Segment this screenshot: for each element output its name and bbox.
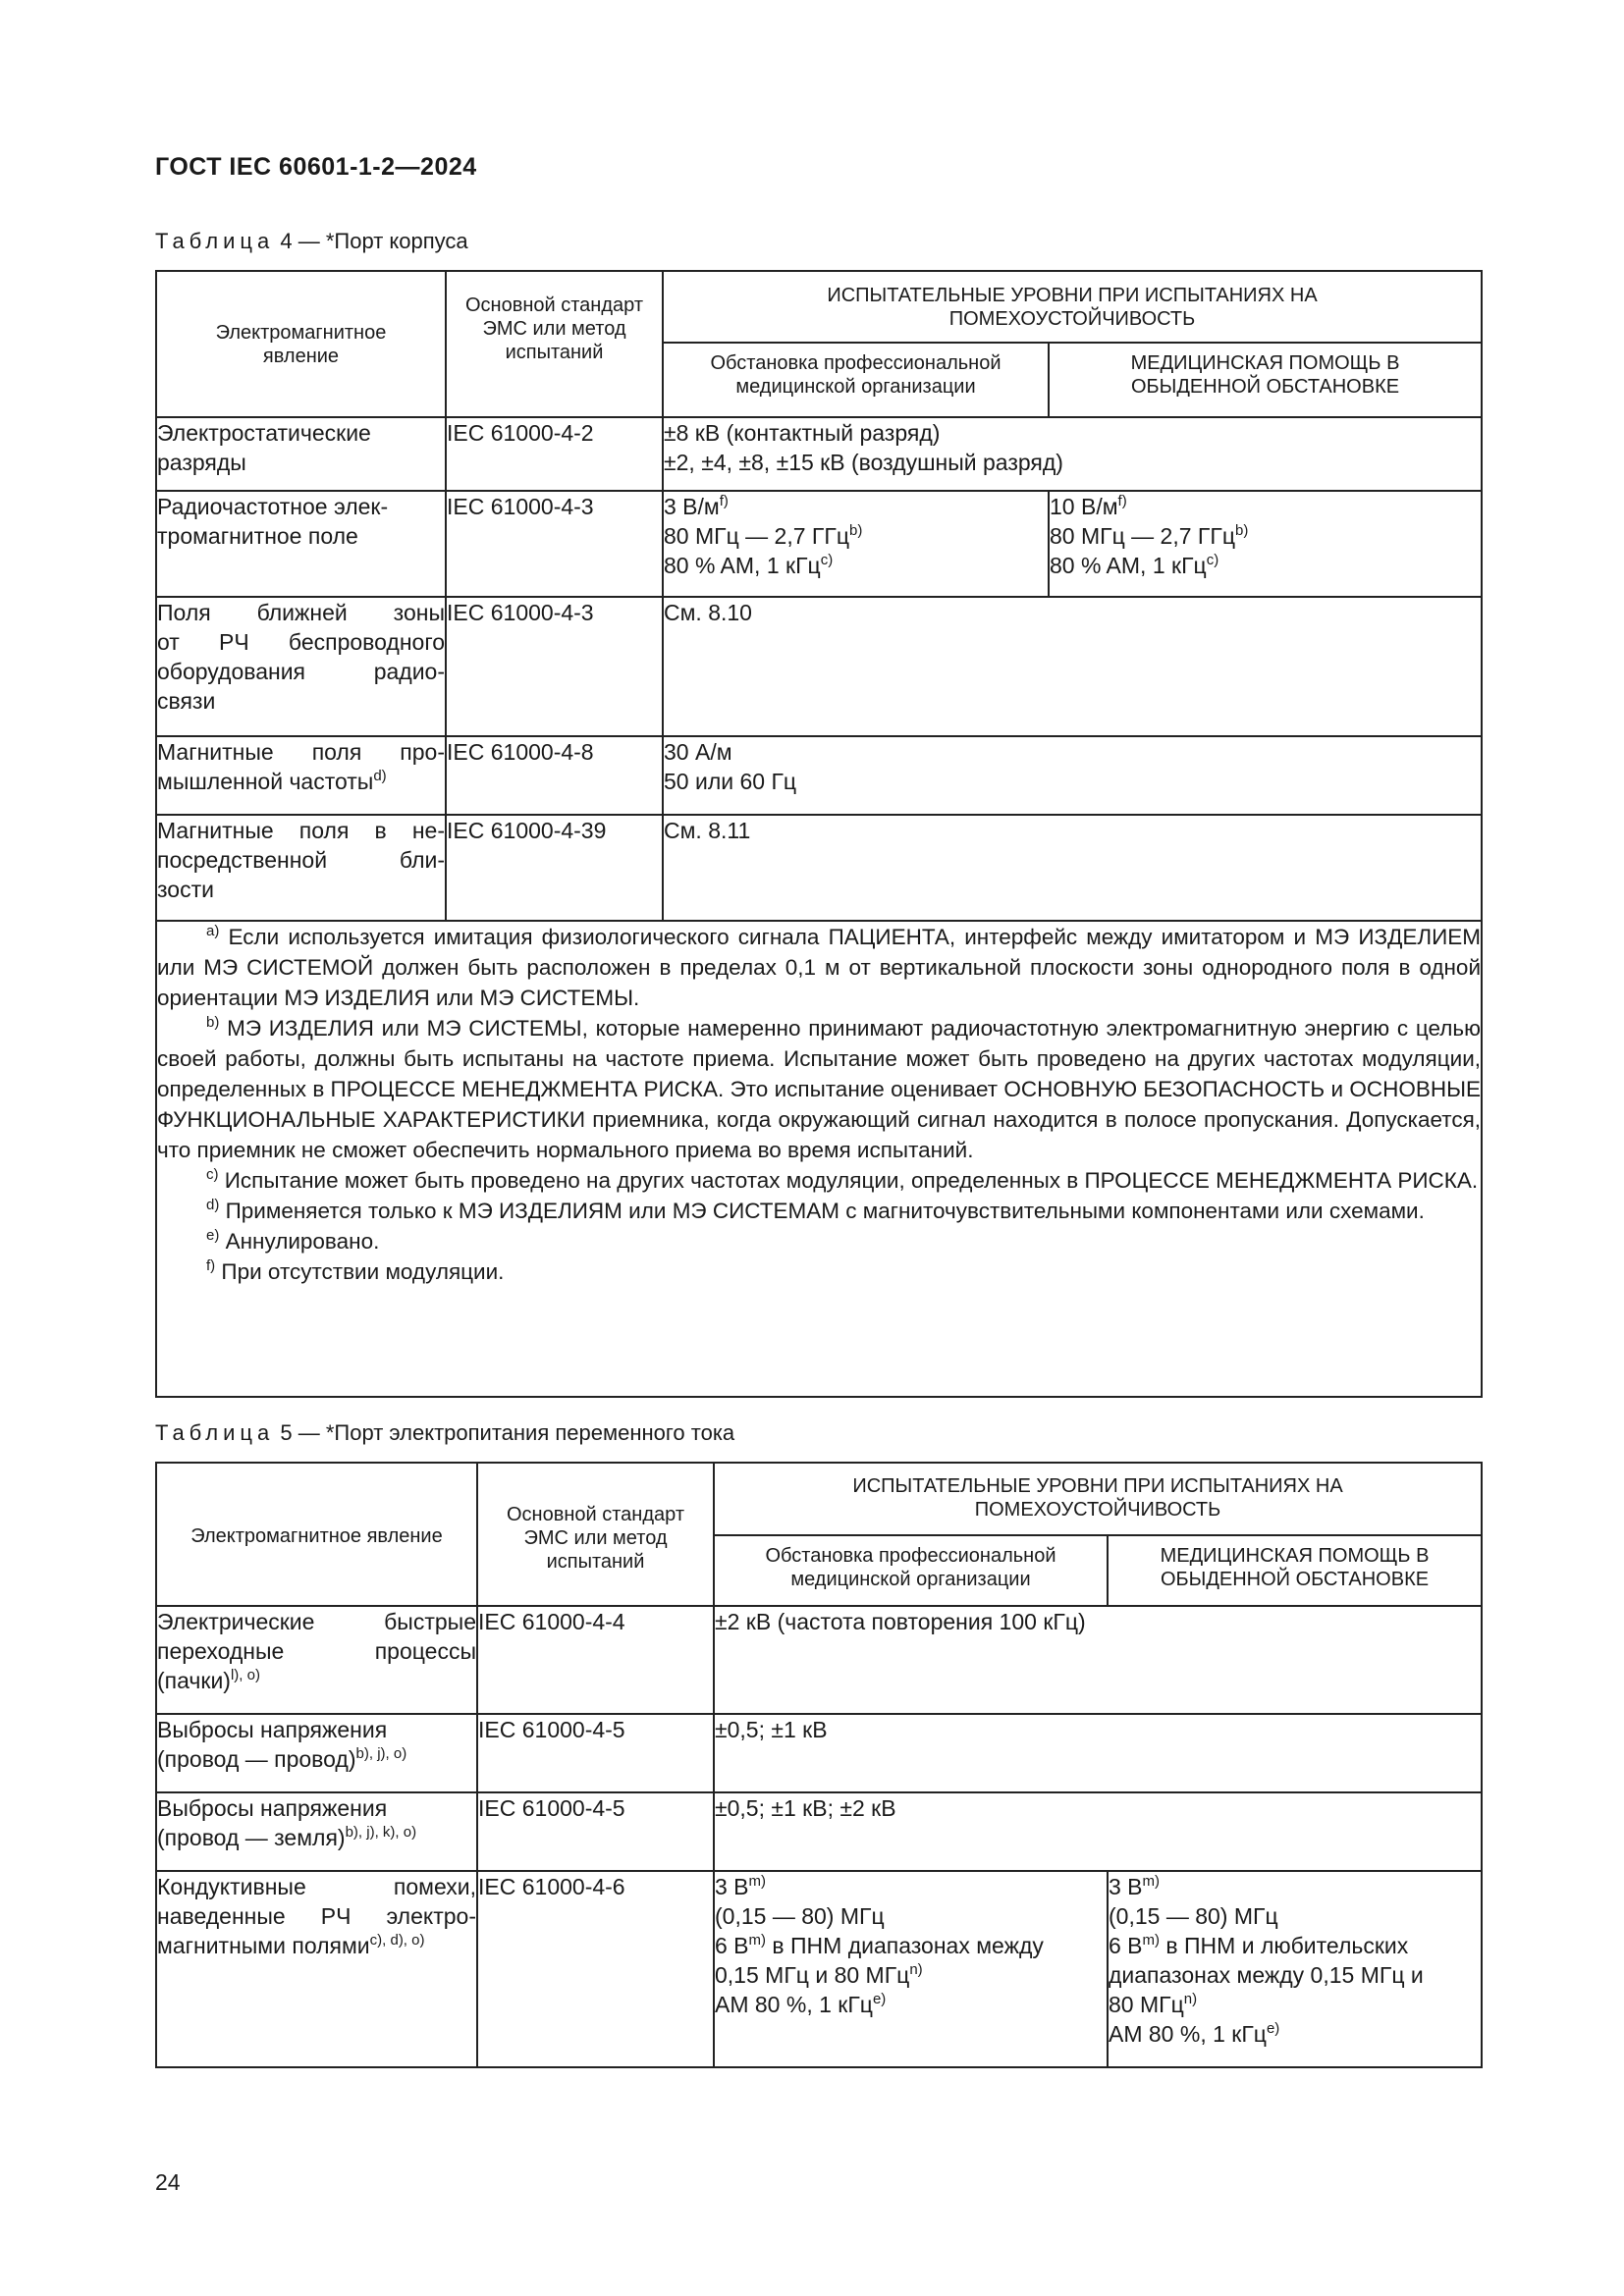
- table-row: [156, 1792, 1482, 1871]
- standard-cell: IEC 61000-4-3: [446, 491, 663, 597]
- standard-cell: IEC 61000-4-39: [446, 815, 663, 921]
- note-d: $^{d)}$ Применяется только к МЭ ИЗДЕЛИЯМ или МЭ СИСТЕМАМ с магниточувствительными компонентами или схемами.: [206, 1197, 1425, 1223]
- level-cell: ±8 кВ (контактный разряд) ±2, ±4, ±8, ±15 кВ (воздушный разряд): [663, 417, 1482, 491]
- table-row: [156, 491, 1482, 597]
- home-level-cell: 10 $В/м^{f)}$ 80 МГц — 2,7 ГГц$^{b)}$ 80 % AM, 1 кГц$^{c)}$: [1049, 491, 1482, 597]
- table4-col-levels: ИСПЫТАТЕЛЬНЫЕ УРОВНИ ПРИ ИСПЫТАНИЯХ НА ПОМЕХОУСТОЙЧИВОСТЬ: [663, 271, 1482, 343]
- level-cell: См. 8.10: [663, 597, 1482, 736]
- phenomenon-cell: Поля ближней зоны от РЧ беспроводного оборудования радио- связи: [156, 597, 446, 736]
- home-level-cell: 3 $В^{m)}$ (0,15 — 80) МГц 6 $В^{m)}$ в ПНМ и любительских диапазонах между 0,15 МГц и 80 МГц$^{n)}$ АМ 80 %, 1 кГц$^{e)}$: [1108, 1871, 1482, 2067]
- standard-cell: IEC 61000-4-4: [477, 1606, 714, 1714]
- level-cell: ±0,5; ±1 кВ: [714, 1714, 1482, 1792]
- phenomenon-cell: Радиочастотное элек- тромагнитное поле: [156, 491, 446, 597]
- table5: [155, 1462, 1483, 2068]
- note-e: $^{e)}$ Аннулировано.: [206, 1227, 380, 1254]
- table5-col-home: МЕДИЦИНСКАЯ ПОМОЩЬ В ОБЫДЕННОЙ ОБСТАНОВКЕ: [1108, 1535, 1482, 1606]
- table-row: [156, 736, 1482, 815]
- table4-caption: Таблица 4 — *Порт корпуса: [155, 229, 468, 253]
- level-cell: См. 8.11: [663, 815, 1482, 921]
- phenomenon-cell: Выбросы напряжения (провод — провод)$^{b), j), o)}$: [156, 1714, 477, 1792]
- page-number: 24: [155, 2169, 181, 2195]
- phenomenon-cell: Электростатические разряды: [156, 417, 446, 491]
- standard-cell: IEC 61000-4-6: [477, 1871, 714, 2067]
- table4: [155, 270, 1483, 1398]
- table4-notes: [156, 921, 1482, 1397]
- table4-col-home: МЕДИЦИНСКАЯ ПОМОЩЬ В ОБЫДЕННОЙ ОБСТАНОВКЕ: [1049, 343, 1482, 417]
- table-row: [156, 815, 1482, 921]
- table-row: [156, 417, 1482, 491]
- table4-col-professional: Обстановка профессиональной медицинской организации: [663, 343, 1049, 417]
- phenomenon-cell: Выбросы напряжения (провод — земля)$^{b), j), k), o)}$: [156, 1792, 477, 1871]
- table4-col-standard: Основной стандарт ЭМС или метод испытаний: [446, 271, 663, 417]
- table5-col-phenomenon: Электромагнитное явление: [156, 1463, 477, 1606]
- table4-notes-row: [156, 921, 1482, 1397]
- professional-level-cell: 3 $В^{m)}$ (0,15 — 80) МГц 6 $В^{m)}$ в ПНМ диапазонах между 0,15 МГц и 80 МГц$^{n)}$ АМ 80 %, 1 кГц$^{e)}$: [714, 1871, 1108, 2067]
- table5-col-professional: Обстановка профессиональной медицинской организации: [714, 1535, 1108, 1606]
- document-code: ГОСТ IEC 60601-1-2—2024: [155, 153, 477, 181]
- standard-cell: IEC 61000-4-2: [446, 417, 663, 491]
- table4-col-phenomenon: Электромагнитное явление: [156, 271, 446, 417]
- level-cell: ±2 кВ (частота повторения 100 кГц): [714, 1606, 1482, 1714]
- standard-cell: IEC 61000-4-5: [477, 1792, 714, 1871]
- table-row: [156, 1871, 1482, 2067]
- standard-cell: IEC 61000-4-8: [446, 736, 663, 815]
- phenomenon-cell: Электрические быстрые переходные процессы (пачки)$^{l), o)}$: [156, 1606, 477, 1714]
- note-c: $^{c)}$ Испытание может быть проведено на других частотах модуляции, определенных в ПРОЦЕССЕ МЕНЕДЖМЕНТА РИСКА.: [206, 1166, 1479, 1193]
- phenomenon-cell: Магнитные поля про- мышленной частоты$^{d)}$: [156, 736, 446, 815]
- level-cell: 30 А/м 50 или 60 Гц: [663, 736, 1482, 815]
- note-b: $^{b)}$ МЭ ИЗДЕЛИЯ или МЭ СИСТЕМЫ, которые намеренно принимают радиочастотную электромагнитную энергию с целью своей работы, должны быть испытаны на частоте приема. Испытание может быть проведено на других частотах модуляции, определенных в ПРОЦЕССЕ МЕНЕДЖМЕНТА РИСКА. Это испытание оценивает ОСНОВНУЮ БЕЗОПАСНОСТЬ и ОСНОВНЫЕ ФУНКЦИОНАЛЬНЫЕ ХАРАКТЕРИСТИКИ приемника, когда окружающий сигнал находится в полосе пропускания. Допускается, что приемник не сможет обеспечить нормального приема во время испытаний.: [157, 1014, 1482, 1162]
- standard-cell: IEC 61000-4-5: [477, 1714, 714, 1792]
- table5-col-levels: ИСПЫТАТЕЛЬНЫЕ УРОВНИ ПРИ ИСПЫТАНИЯХ НА ПОМЕХОУСТОЙЧИВОСТЬ: [714, 1463, 1482, 1535]
- table5-caption: Таблица 5 — *Порт электропитания переменного тока: [155, 1420, 735, 1445]
- level-cell: ±0,5; ±1 кВ; ±2 кВ: [714, 1792, 1482, 1871]
- table-row: [156, 1714, 1482, 1792]
- phenomenon-cell: Кондуктивные помехи, наведенные РЧ электро- магнитными полями$^{c), d), o)}$: [156, 1871, 477, 2067]
- note-f: $^{f)}$ При отсутствии модуляции.: [206, 1257, 505, 1284]
- standard-cell: IEC 61000-4-3: [446, 597, 663, 736]
- table-row: [156, 597, 1482, 736]
- phenomenon-cell: Магнитные поля в не- посредственной бли- зости: [156, 815, 446, 921]
- table5-col-standard: Основной стандарт ЭМС или метод испытаний: [477, 1463, 714, 1606]
- professional-level-cell: 3 $В/м^{f)}$ 80 МГц — 2,7 ГГц$^{b)}$ 80 % AM, 1 кГц$^{c)}$: [663, 491, 1049, 597]
- table-row: [156, 1606, 1482, 1714]
- note-a: $^{a)}$ Если используется имитация физиологического сигнала ПАЦИЕНТА, интерфейс между имитатором и МЭ ИЗДЕЛИЕМ или МЭ СИСТЕМОЙ должен быть расположен в пределах 0,1 м от вертикальной плоскости зоны однородного поля в одной ориентации МЭ ИЗДЕЛИЯ или МЭ СИСТЕМЫ.: [157, 923, 1482, 1010]
